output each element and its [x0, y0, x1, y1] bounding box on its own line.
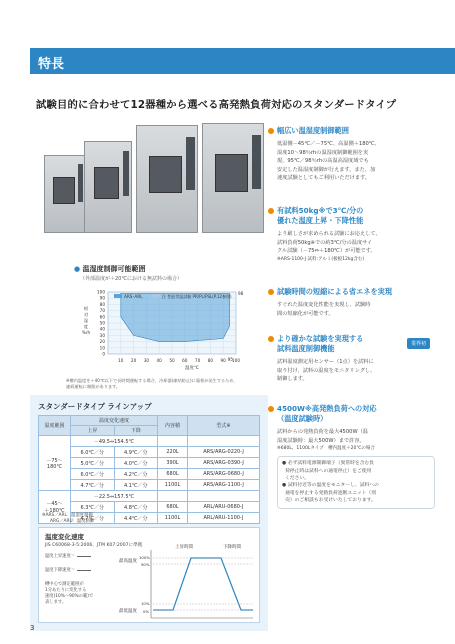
y-tick-label: 0	[102, 351, 105, 357]
col-header: 内容積	[158, 416, 188, 436]
range-cell: －75～ 180℃	[39, 436, 71, 491]
max-temp-label: 最高温度	[119, 559, 137, 564]
chamber-small-image	[44, 155, 86, 233]
x-tick-label: 40	[156, 358, 162, 363]
col-header: 温度変化速度	[71, 416, 158, 426]
section-heading: 特長	[38, 57, 65, 72]
lineup-notes: ※ARS／ARL：温湿度制御 ARG／ARU：温度制御	[42, 513, 95, 524]
speed-note: 槽中心で測定範囲が 1分あたりに変化する 速度(10%～90%の範)で 表します。	[45, 582, 94, 605]
y-tick-label: 30	[99, 332, 105, 338]
rise-time-label: 上昇時間	[175, 545, 193, 550]
table-row: 4.7℃／分 4.4℃／分 1100L ARL/ARU-1100-J	[39, 513, 260, 524]
feature-1	[268, 126, 438, 183]
x-tick-label: 70	[194, 358, 201, 363]
table-row: 6.3℃／分 4.8℃／分 680L ARL/ARU-0680-J	[39, 502, 260, 513]
y-tick-label: 20	[99, 339, 105, 345]
top-marker: 98	[238, 291, 244, 297]
feature-5	[268, 404, 438, 509]
chamber-xlarge-image	[202, 123, 264, 233]
product-photo	[44, 123, 264, 233]
col-header: 型式※	[188, 416, 260, 436]
industry-first-badge: 業界初	[407, 338, 430, 349]
legend-label: ARS･ARL	[124, 294, 143, 299]
col-subheader: 上昇	[71, 426, 115, 436]
feature-5-body: 試料からの発熱負荷を最大4500W（温 湿度試験時：最大500W）まで許容。	[277, 429, 368, 444]
feature-5-note: ※680L、1100Lタイプ 槽内温度＋20℃の場合	[277, 446, 375, 452]
feature-2-title: 有試料50kg※で3℃/分の 優れた温度上昇・下降性能	[268, 206, 438, 226]
svg-text:10%: 10%	[141, 601, 150, 606]
x-axis-label: 温度℃	[185, 366, 199, 371]
fall-time-label: 下降時間	[223, 545, 241, 550]
chart-subtitle: （外部温度が＋20℃における無試料の場合）	[80, 276, 182, 282]
col-header: 温度範囲	[39, 416, 71, 436]
speed-title: 温度変化速度	[45, 533, 84, 541]
y-tick-label: 90	[99, 295, 105, 301]
svg-text:100%: 100%	[139, 555, 150, 560]
chart-svg	[66, 284, 260, 376]
y-tick-label: 50	[99, 320, 105, 326]
fall-formula: 温度下降速度＝	[45, 568, 91, 574]
chamber-medium-image	[84, 141, 132, 233]
rise-formula: 温度上昇速度＝	[45, 554, 91, 560]
x-tick-label: 60	[182, 358, 188, 363]
speed-diagram	[117, 542, 257, 622]
chart-title: ● 温湿度制御可能範囲	[74, 265, 146, 273]
col-subheader: 下降	[114, 426, 158, 436]
humidity-range-chart	[66, 264, 260, 376]
feature-2	[268, 206, 438, 263]
y-tick-label: 80	[99, 301, 105, 307]
caution-box	[277, 456, 435, 508]
x-tick-label: 90	[220, 358, 226, 363]
x-tick-label: 30	[143, 358, 150, 363]
lineup-title: スタンダードタイプ ラインアップ	[38, 402, 152, 411]
y-tick-label: 10	[99, 345, 105, 351]
table-row: 6.0℃／分 4.9℃／分 220L ARS/ARG-0220-J	[39, 447, 260, 458]
x-tick-label: 100	[232, 358, 240, 363]
feature-3	[268, 287, 438, 318]
feature-4-title: より確かな試験を実現する 試料温度制御機能	[268, 334, 438, 354]
lineup-table	[38, 415, 260, 524]
x-tick-label: 10	[118, 358, 124, 363]
legend-swatch	[114, 294, 122, 298]
feature-5-title: 4500W※高発熱負荷への対応 （温度試験時）	[268, 404, 438, 424]
table-row: 5.0℃／分 4.0℃／分 390L ARS/ARG-0390-J	[39, 458, 260, 469]
feature-2-note: ※ARS-1100-J 試料:アルミ(板板12kg含む)	[277, 256, 365, 262]
legend-swatch	[152, 294, 160, 298]
feature-1-title: 幅広い温湿度制御範囲	[268, 126, 438, 136]
x-tick-label: 80	[207, 358, 214, 363]
caution-item: ● 試料付近等の温度をモニターし、試料への 通電を停止する発熱負荷遮断ユニット（別 売）のご相談もお受けいたしております。	[282, 483, 379, 504]
legend-label: 注 性能等温試験 PR/PL/PSL(P.12参照)	[162, 294, 232, 299]
x-tick-label: 20	[130, 358, 137, 363]
speed-standard: JIS C60068-3-5:2006、JTM K07:2007に準拠	[45, 543, 143, 548]
y-tick-label: 60	[99, 314, 105, 320]
right-marker: 95	[227, 357, 233, 362]
chamber-large-image	[136, 125, 198, 233]
caution-item: ● 必ず試料電源制御端子（異常時を含む負 荷停止時は試料への通電停止）をご使用 ください。	[282, 461, 375, 481]
table-row: 6.0℃／分 4.2℃／分 680L ARS/ARG-0680-J	[39, 469, 260, 480]
feature-4	[268, 334, 438, 384]
headline: 試験目的に合わせて12器種から選べる高発熱負荷対応のスタンダードタイプ	[36, 99, 397, 111]
y-tick-label: 40	[99, 326, 105, 332]
feature-3-body: すぐれた温度変化性能を実現し、試験時 間の短縮化が可能です。	[277, 302, 371, 317]
speed-box	[38, 527, 260, 623]
table-row: 4.7℃／分 4.1℃／分 1100L ARS/ARG-1100-J	[39, 480, 260, 491]
feature-2-body: より厳しさが求められる試験にお応えして、 試料負荷50kg※での約3℃/分の温度サイ クル試験（－75⇔＋180℃）が可能です。	[277, 231, 381, 255]
table-row	[39, 491, 260, 502]
y-axis-label: 湿	[83, 318, 89, 323]
lineup-box	[30, 395, 268, 631]
feature-3-title: 試験時間の短縮による省エネを実現	[268, 287, 438, 297]
span-cell: －49.5⇔154.5℃	[71, 436, 158, 447]
span-cell: －22.5⇔157.5℃	[71, 491, 158, 502]
y-axis-label: 対	[83, 312, 89, 317]
page-number: 3	[30, 624, 35, 632]
feature-1-body: 低温側－45℃／－75℃、高温側＋180℃、 湿度10～98％rhの温湿度制御範囲を実 現。95℃／98％rhの高温高湿度域でも 安定した温湿度制御が行えます。また、加 速度試験としてもご利用いただけます。	[277, 141, 380, 182]
section-heading-bar	[30, 48, 455, 74]
y-tick-label: 100	[97, 289, 105, 295]
min-temp-label: 最低温度	[119, 609, 137, 614]
series-area	[121, 293, 230, 341]
feature-4-body: 試料温度測定用センサー（1点）を試料に 取り付け、試料の温度をモニタリングし、 制御します。	[277, 359, 376, 383]
y-axis-label: 相	[83, 306, 89, 311]
x-tick-label: 50	[169, 358, 175, 363]
range-cell: －45～ ＋180℃	[39, 491, 71, 524]
y-tick-label: 70	[99, 308, 105, 314]
y-axis-label: 度	[83, 324, 89, 329]
y-axis-label: %rh	[81, 330, 91, 335]
chart-note: ※槽内温度を＋40℃以下で長時間運転する場合、冷却器(凍結防止)に霜着が発生するため、 連続運転に制限があります。	[66, 378, 238, 389]
svg-text:90%: 90%	[141, 562, 150, 567]
table-row	[39, 436, 260, 447]
svg-text:0%: 0%	[143, 609, 150, 614]
